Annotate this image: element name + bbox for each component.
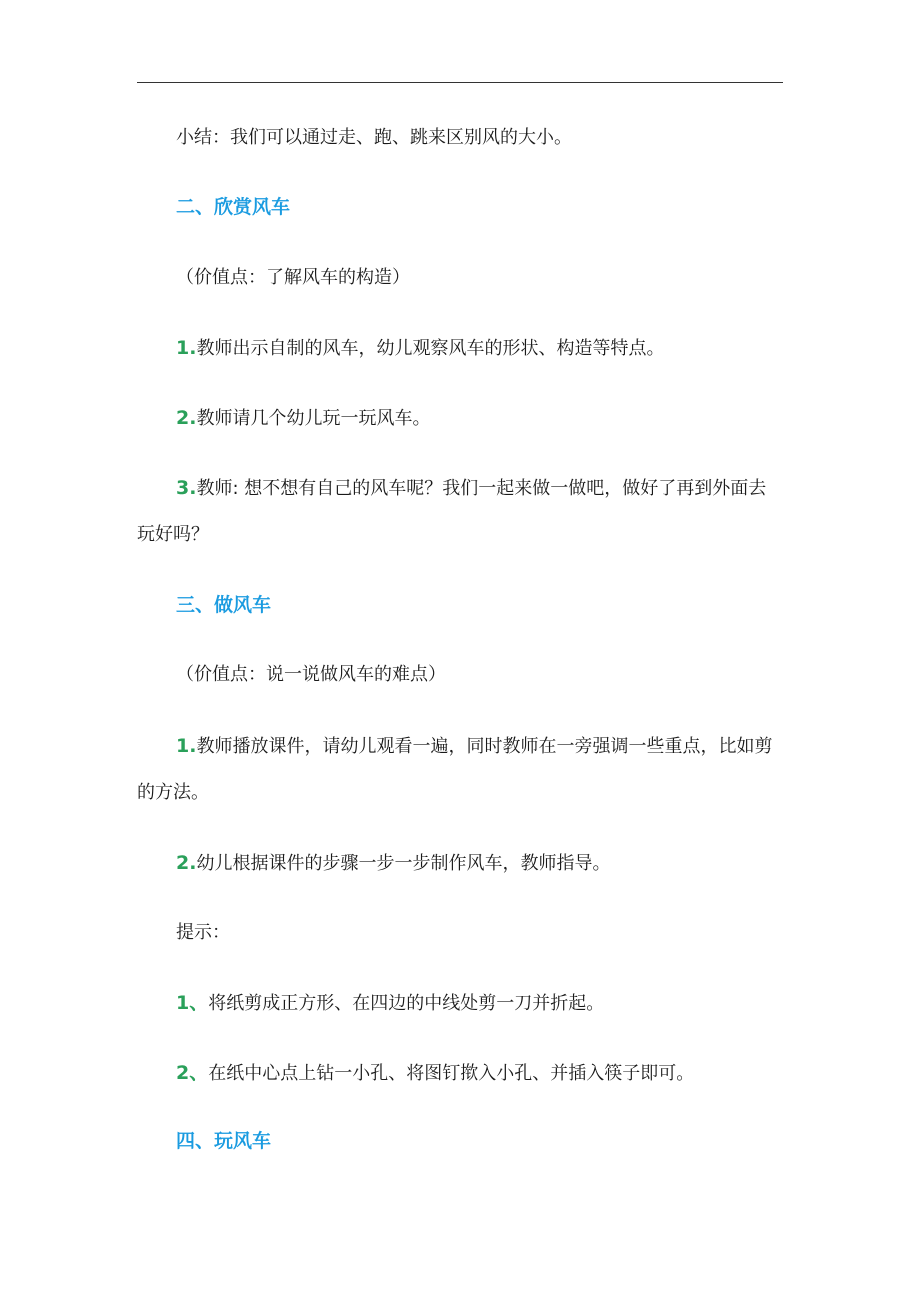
list-item — [176, 475, 766, 502]
tip-item — [176, 1060, 694, 1087]
tip-number: 2、 — [176, 1062, 209, 1084]
tip-item — [176, 990, 604, 1017]
tip-text: 将纸剪成正方形、在四边的中线处剪一刀并折起。 — [208, 993, 605, 1014]
summary-text: 小结：我们可以通过走、跑、跳来区别风的大小。 — [176, 127, 572, 148]
item-text-continuation: 的方法。 — [137, 782, 209, 803]
section-heading-4: 四、玩风车 — [176, 1130, 272, 1152]
item-number: 2. — [176, 407, 197, 429]
item-text-continuation: 玩好吗？ — [137, 524, 209, 545]
value-point-2: （价值点：了解风车的构造） — [176, 267, 410, 288]
item-text: 教师: 想不想有自己的风车呢？我们一起来做一做吧，做好了再到外面去 — [196, 478, 767, 499]
tip-label: 提示： — [176, 922, 230, 943]
list-item — [176, 733, 772, 760]
tip-number: 1、 — [176, 992, 209, 1014]
header-rule — [137, 82, 783, 83]
item-number: 1. — [176, 337, 197, 359]
value-point-3: （价值点：说一说做风车的难点） — [176, 664, 446, 685]
section-heading-2: 二、欣赏风车 — [176, 196, 291, 218]
item-text: 幼儿根据课件的步骤一步一步制作风车，教师指导。 — [196, 853, 611, 874]
list-item — [176, 405, 430, 432]
item-text: 教师请几个幼儿玩一玩风车。 — [196, 408, 431, 429]
list-item — [176, 850, 610, 877]
item-number: 3. — [176, 477, 197, 499]
item-text: 教师播放课件，请幼儿观看一遍，同时教师在一旁强调一些重点，比如剪 — [196, 736, 773, 757]
section-heading-3: 三、做风车 — [176, 594, 272, 616]
item-number: 1. — [176, 735, 197, 757]
item-number: 2. — [176, 852, 197, 874]
item-text: 教师出示自制的风车，幼儿观察风车的形状、构造等特点。 — [196, 338, 665, 359]
list-item — [176, 335, 664, 362]
tip-text: 在纸中心点上钻一小孔、将图钉揿入小孔、并插入筷子即可。 — [208, 1063, 695, 1084]
